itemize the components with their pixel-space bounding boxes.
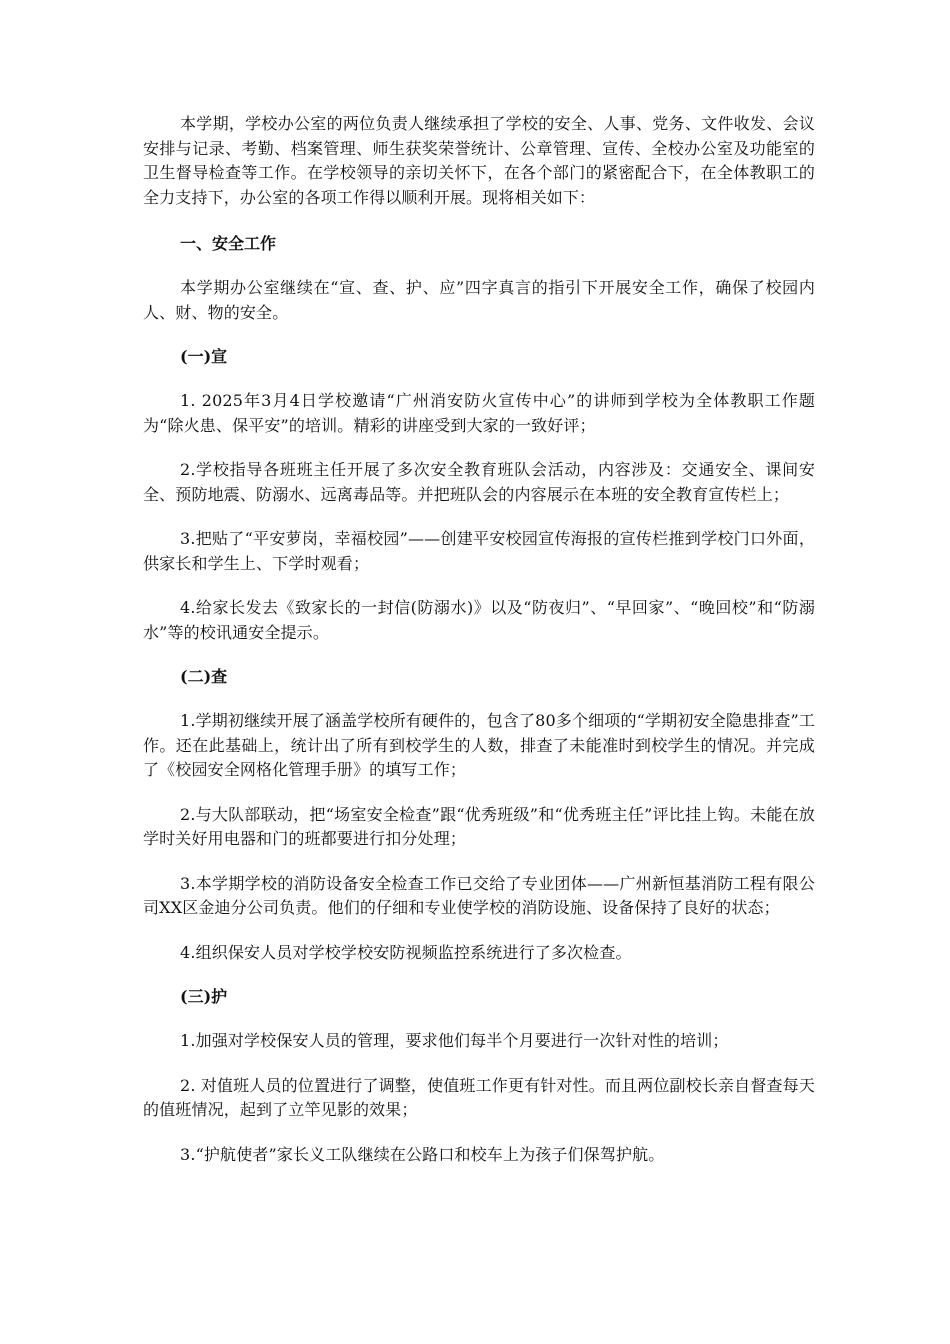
subsection-heading-publicity: (一)宣: [180, 347, 228, 366]
inspection-item-3: 3.本学期学校的消防设备安全检查工作已交给了专业团体——广州新恒基消防工程有限公司XX区金迪分公司负责。他们的仔细和专业使学校的消防设施、设备保持了良好的状态；: [143, 873, 815, 917]
publicity-item-4: 4.给家长发去《致家长的一封信(防溺水)》以及“防夜归”、“早回家”、“晚回校”和“防溺水”等的校讯通安全提示。: [143, 598, 815, 642]
section-heading-safety: 一、安全工作: [180, 234, 277, 253]
intro-paragraph: 本学期，学校办公室的两位负责人继续承担了学校的安全、人事、党务、文件收发、会议安排与记录、考勤、档案管理、师生获奖荣誉统计、公章管理、宣传、全校办公室及功能室的卫生督导检查等工作。在学校领导的亲切关怀下，在各个部门的紧密配合下，在全体教职工的全力支持下，办公室的各项工作得以顺利开展。现将相关如下：: [143, 114, 815, 207]
publicity-item-3: 3.把贴了“平安萝岗，幸福校园”——创建平安校园宣传海报的宣传栏推到学校门口外面，供家长和学生上、下学时观看；: [143, 529, 815, 573]
protection-item-2: 2. 对值班人员的位置进行了调整，使值班工作更有针对性。而且两位副校长亲自督查每天的值班情况，起到了立竿见影的效果；: [143, 1075, 815, 1119]
protection-item-1: 1.加强对学校保安人员的管理，要求他们每半个月要进行一次针对性的培训；: [180, 1031, 729, 1050]
inspection-item-4: 4.组织保安人员对学校学校安防视频监控系统进行了多次检查。: [180, 942, 632, 962]
subsection-heading-protection: (三)护: [180, 987, 228, 1006]
publicity-item-1: 1. 2025年3月4日学校邀请“广州消安防火宣传中心”的讲师到学校为全体教职工作题为“除火患、保平安”的培训。精彩的讲座受到大家的一致好评；: [143, 391, 815, 435]
inspection-item-2: 2.与大队部联动，把“场室安全检查”跟“优秀班级”和“优秀班主任”评比挂上钩。未能在放学时关好用电器和门的班都要进行扣分处理；: [143, 804, 815, 848]
protection-item-3: 3.“护航使者”家长义工队继续在公路口和校车上为孩子们保驾护航。: [180, 1144, 665, 1164]
publicity-item-2: 2.学校指导各班班主任开展了多次安全教育班队会活动，内容涉及：交通安全、课间安全、预防地震、防溺水、远离毒品等。并把班队会的内容展示在本班的安全教育宣传栏上；: [143, 460, 815, 504]
document-body: [143, 112, 815, 1187]
section-intro-paragraph: 本学期办公室继续在“宣、查、护、应”四字真言的指引下开展安全工作，确保了校园内人、财、物的安全。: [143, 278, 815, 322]
subsection-heading-inspection: (二)查: [180, 667, 228, 686]
inspection-item-1: 1.学期初继续开展了涵盖学校所有硬件的，包含了80多个细项的“学期初安全隐患排查”工作。还在此基础上，统计出了所有到校学生的人数，排查了未能准时到校学生的情况。并完成了《校园安全网格化管理手册》的填写工作；: [143, 711, 815, 779]
